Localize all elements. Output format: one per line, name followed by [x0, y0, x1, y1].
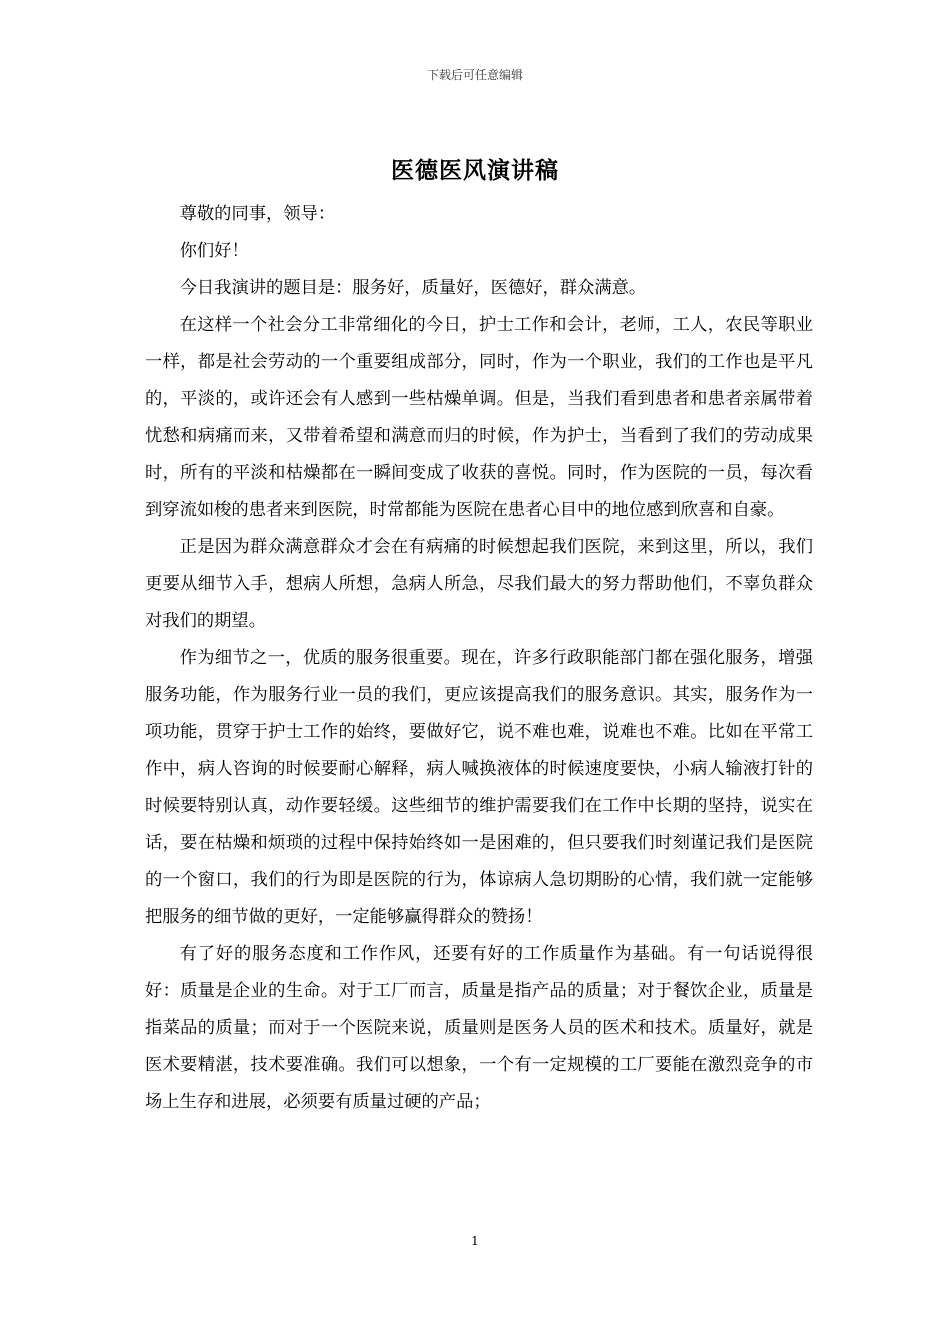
header-note: 下载后可任意编辑	[426, 68, 523, 82]
greeting-paragraph: 尊敬的同事，领导：	[179, 204, 336, 224]
salutation-paragraph: 你们好！	[179, 241, 249, 261]
body-paragraph: 在这样一个社会分工非常细化的今日，护士工作和会计，老师，工人，农民等职业一样，都是社会劳动的一个重要组成部分，同时，作为一个职业，我们的工作也是平凡的，平淡的，或许还会有人感到一些枯燥单调。但是，当我们看到患者和患者亲属带着忧愁和病痛而来，又带着希望和满意而归的时候，作为护士，当看到了我们的劳动成果时，所有的平淡和枯燥都在一瞬间变成了收获的喜悦。同时，作为医院的一员，每次看到穿流如梭的患者来到医院，时常都能为医院在患者心目中的地位感到欣喜和自豪。	[145, 315, 813, 520]
topic-paragraph: 今日我演讲的题目是：服务好，质量好，医德好，群众满意。	[179, 278, 647, 298]
document-body	[145, 196, 813, 1121]
body-paragraph: 作为细节之一，优质的服务很重要。现在，许多行政职能部门都在强化服务，增强服务功能，作为服务行业一员的我们，更应该提高我们的服务意识。其实，服务作为一项功能，贯穿于护士工作的始终，要做好它，说不难也难，说难也不难。比如在平常工作中，病人咨询的时候要耐心解释，病人喊换液体的时候速度要快，小病人输液打针的时候要特别认真，动作要轻缓。这些细节的维护需要我们在工作中长期的坚持，说实在话，要在枯燥和烦琐的过程中保持始终如一是困难的，但只要我们时刻谨记我们是医院的一个窗口，我们的行为即是医院的行为，体谅病人急切期盼的心情，我们就一定能够把服务的细节做的更好，一定能够赢得群众的赞扬！	[145, 648, 813, 927]
body-paragraph: 正是因为群众满意群众才会在有病痛的时候想起我们医院，来到这里，所以，我们更要从细节入手，想病人所想，急病人所急，尽我们最大的努力帮助他们，不辜负群众对我们的期望。	[145, 537, 813, 631]
document-title: 医德医风演讲稿	[391, 157, 559, 184]
body-paragraph: 有了好的服务态度和工作作风，还要有好的工作质量作为基础。有一句话说得很好：质量是企业的生命。对于工厂而言，质量是指产品的质量；对于餐饮企业，质量是指菜品的质量；而对于一个医院来说，质量则是医务人员的医术和技术。质量好，就是医术要精湛，技术要准确。我们可以想象，一个有一定规模的工厂要能在激烈竞争的市场上生存和进展，必须要有质量过硬的产品；	[145, 944, 813, 1112]
page-number: 1	[471, 1234, 479, 1248]
